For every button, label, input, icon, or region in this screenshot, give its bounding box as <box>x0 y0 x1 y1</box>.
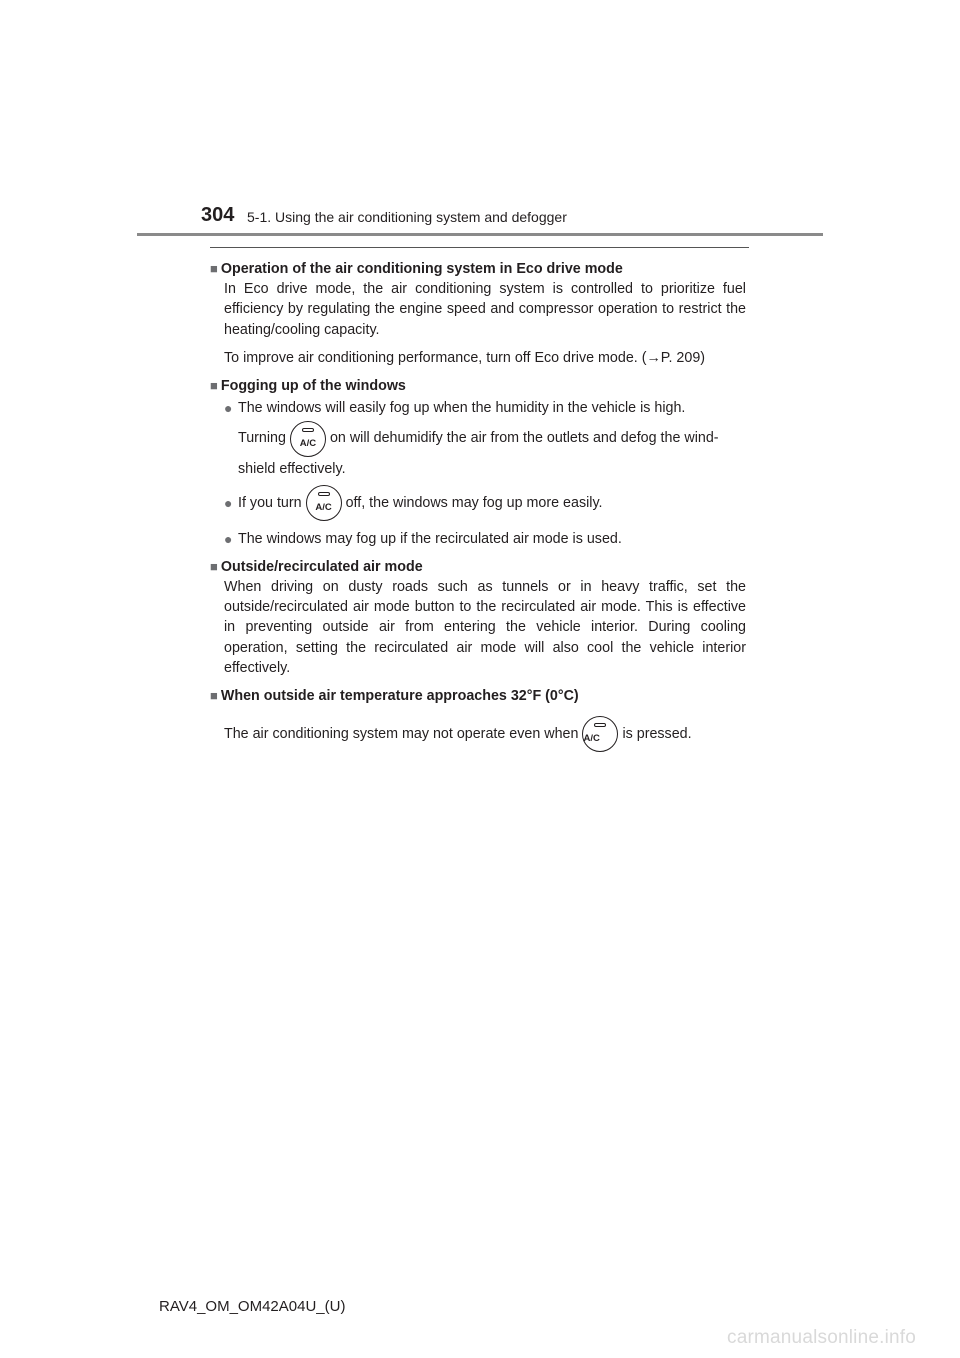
section-divider <box>210 247 749 248</box>
ac-button-icon <box>290 421 326 457</box>
heading-marker-icon: ■ <box>210 688 218 704</box>
bullet-humidity <box>224 398 746 479</box>
bullet-line: The windows will easily fog up when the humidity in the vehicle is high. <box>238 400 686 417</box>
recirc-paragraph: When driving on dusty roads such as tunnels or in heavy traffic, set the outside/recirculated air mode button to the recirculated air mode. This is effective in preventing outside air from entering the vehicle interior. During cooling operation, setting the recirculated air mode will also cool the vehicle interior effectively. <box>224 579 746 676</box>
ac-button-icon <box>306 485 342 521</box>
ac-button-label: A/C <box>315 501 332 513</box>
page-number: 304 <box>201 204 235 226</box>
heading-text: Outside/recirculated air mode <box>220 558 423 575</box>
heading-fogging <box>210 376 750 396</box>
bullet-turn-off <box>224 485 746 522</box>
footer-doc-code: RAV4_OM_OM42A04U_(U) <box>159 1298 346 1315</box>
heading-marker-icon: ■ <box>210 558 218 574</box>
bullet-text: If you turn <box>238 494 302 511</box>
heading-outside-recirculated <box>210 557 750 577</box>
bullet-icon: ● <box>224 400 233 417</box>
eco-tip-paragraph: To improve air conditioning performance, turn off Eco drive mode. (→P. 209) <box>224 349 706 366</box>
heading-text: When outside air temperature approaches 32°F (0°C) <box>220 688 579 705</box>
heading-cold-temperature <box>210 686 750 706</box>
eco-paragraph: In Eco drive mode, the air conditioning system is controlled to prioritize fuel efficiency by regulating the engine speed and compressor operation to restrict the heating/cooling capacity. <box>224 281 746 338</box>
bullet-text: The windows may fog up if the recirculated air mode is used. <box>238 530 622 547</box>
bullet-icon: ● <box>224 530 233 547</box>
heading-marker-icon: ■ <box>210 261 218 276</box>
cold-text: is pressed. <box>622 726 692 743</box>
content <box>210 259 750 753</box>
bullet-icon: ● <box>224 494 233 511</box>
heading-eco-drive <box>210 259 750 279</box>
bullet-recirculated <box>224 529 746 549</box>
header-divider <box>137 233 823 236</box>
cold-text: The air conditioning system may not operate even when <box>224 726 579 743</box>
indicator-led-icon <box>302 428 314 432</box>
cold-paragraph <box>224 716 746 753</box>
bullet-line-with-button <box>224 420 746 457</box>
ac-button-label: A/C <box>299 437 317 449</box>
ac-button-icon <box>582 716 618 752</box>
chapter-title: 5-1. Using the air conditioning system and defogger <box>247 209 567 225</box>
bullet-text: Turning <box>238 430 286 447</box>
bullet-text: on will dehumidify the air from the outlets and defog the wind- <box>329 430 719 447</box>
ac-button-label: A/C <box>583 733 600 745</box>
indicator-led-icon <box>318 492 330 496</box>
watermark: carmanualsonline.info <box>727 1327 917 1348</box>
bullet-line: shield effectively. <box>238 461 346 478</box>
heading-text: Operation of the air conditioning system in Eco drive mode <box>220 261 623 277</box>
bullet-text: off, the windows may fog up more easily. <box>345 494 603 511</box>
indicator-led-icon <box>594 723 606 727</box>
heading-marker-icon: ■ <box>210 378 218 394</box>
heading-text: Fogging up of the windows <box>220 378 406 395</box>
